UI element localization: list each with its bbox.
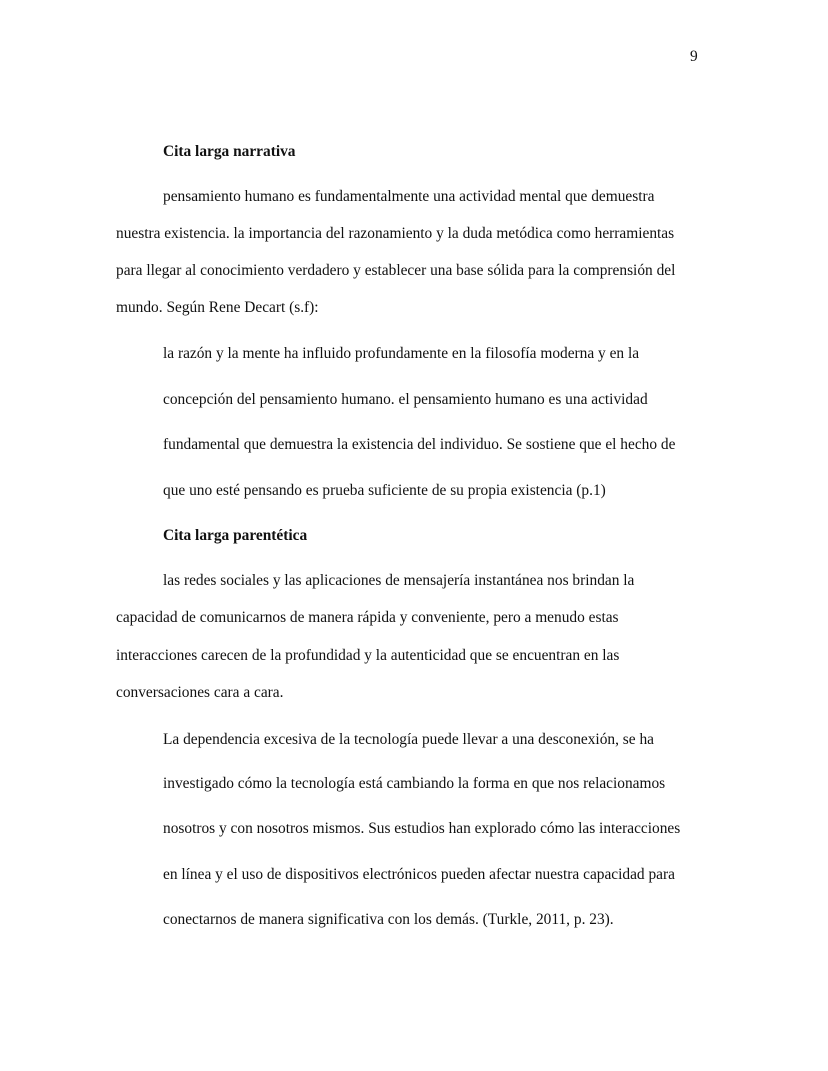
section-heading-parentetica: Cita larga parentética bbox=[163, 527, 308, 544]
paragraph-line: conversaciones cara a cara. bbox=[116, 684, 284, 701]
block-quote-line: La dependencia excesiva de la tecnología puede llevar a una desconexión, se ha bbox=[163, 731, 654, 748]
block-quote-line: conectarnos de manera significativa con los demás. (Turkle, 2011, p. 23). bbox=[163, 911, 614, 928]
block-quote-line: la razón y la mente ha influido profundamente en la filosofía moderna y en la bbox=[163, 345, 640, 362]
block-quote-line: concepción del pensamiento humano. el pensamiento humano es una actividad bbox=[163, 391, 648, 408]
paragraph-line: capacidad de comunicarnos de manera rápida y conveniente, pero a menudo estas bbox=[116, 609, 619, 626]
section-heading-narrativa: Cita larga narrativa bbox=[163, 143, 296, 160]
block-quote-line: nosotros y con nosotros mismos. Sus estudios han explorado cómo las interacciones bbox=[163, 820, 681, 837]
block-quote-line: que uno esté pensando es prueba suficiente de su propia existencia (p.1) bbox=[163, 482, 606, 499]
paragraph-line: interacciones carecen de la profundidad y la autenticidad que se encuentran en las bbox=[116, 647, 620, 664]
page-number: 9 bbox=[690, 48, 698, 65]
block-quote-line: investigado cómo la tecnología está cambiando la forma en que nos relacionamos bbox=[163, 775, 666, 792]
paragraph-line: para llegar al conocimiento verdadero y establecer una base sólida para la comprensión del bbox=[116, 262, 676, 279]
block-quote-line: fundamental que demuestra la existencia del individuo. Se sostiene que el hecho de bbox=[163, 436, 676, 453]
paragraph-line: las redes sociales y las aplicaciones de mensajería instantánea nos brindan la bbox=[163, 572, 635, 589]
paragraph-line: mundo. Según Rene Decart (s.f): bbox=[116, 299, 319, 316]
block-quote-line: en línea y el uso de dispositivos electrónicos pueden afectar nuestra capacidad para bbox=[163, 866, 675, 883]
paragraph-line: nuestra existencia. la importancia del razonamiento y la duda metódica como herramientas bbox=[116, 225, 675, 242]
paragraph-line: pensamiento humano es fundamentalmente una actividad mental que demuestra bbox=[163, 188, 655, 205]
